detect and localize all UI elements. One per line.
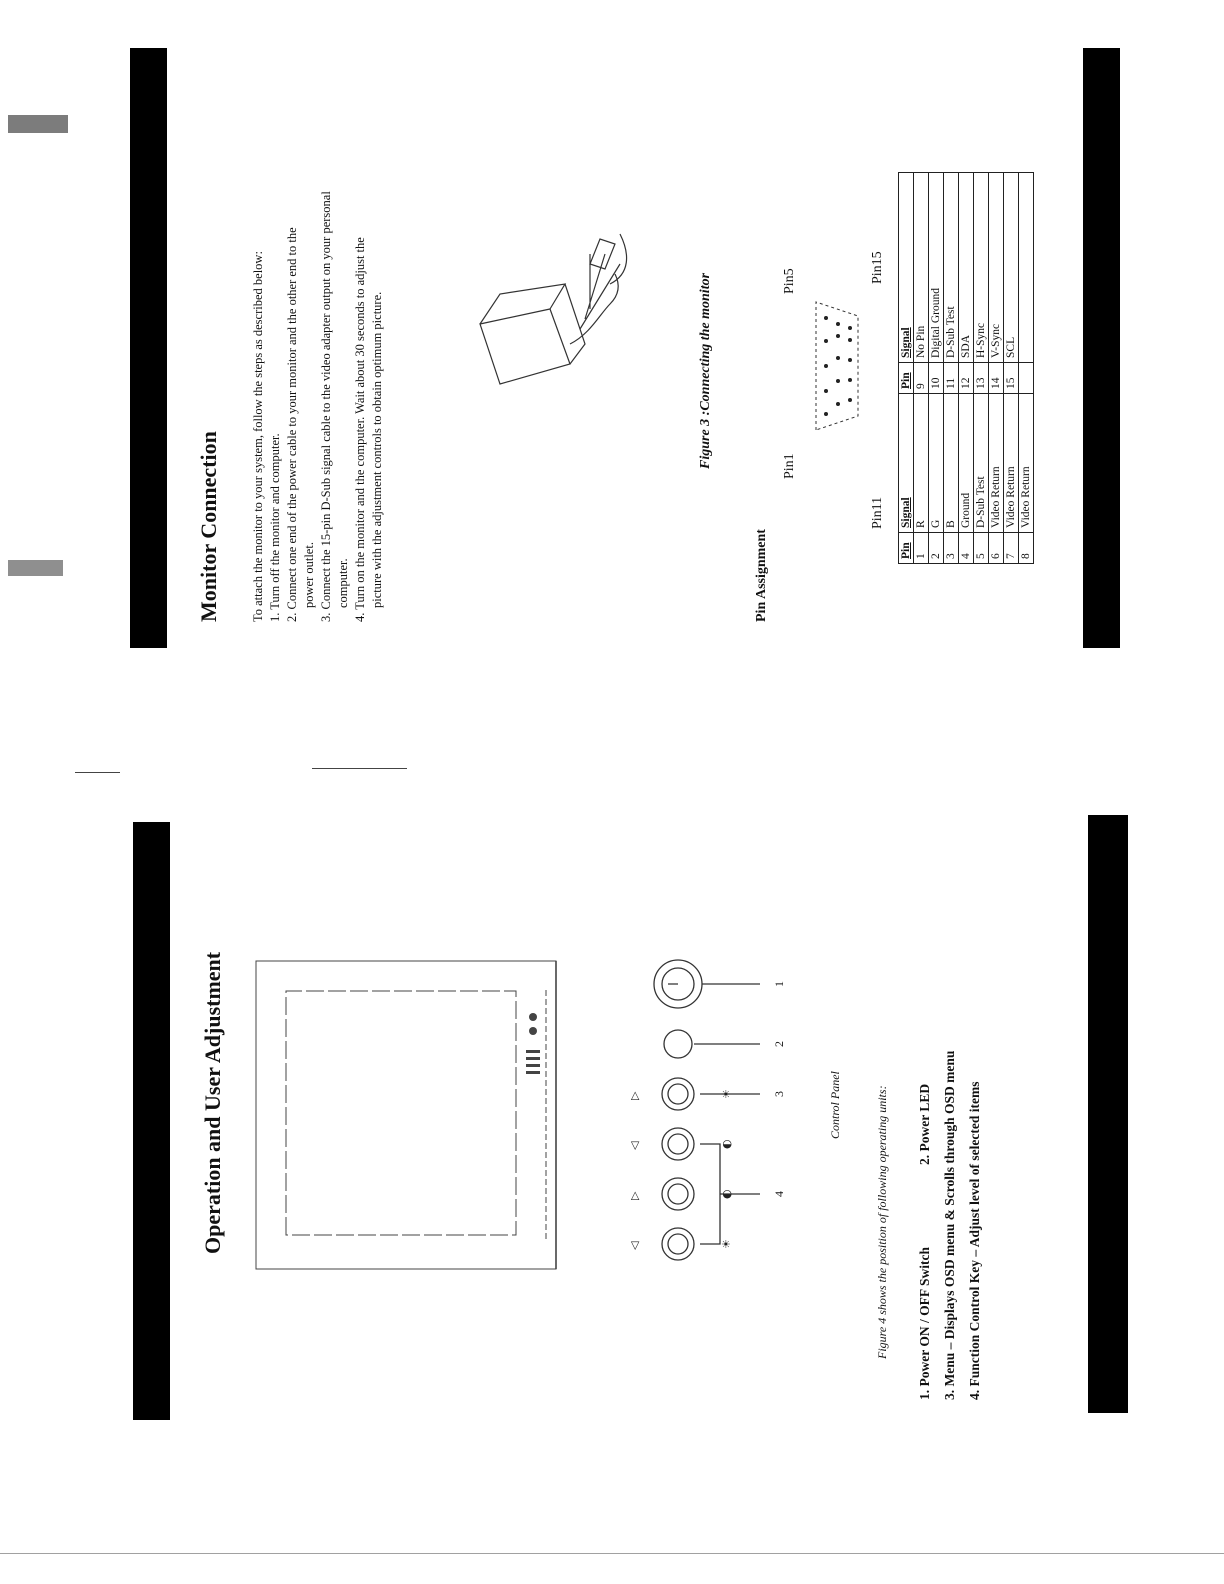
item-power-led: 2. Power LED: [917, 1083, 932, 1165]
table-row: [974, 173, 989, 564]
control-panel-drawing: [620, 924, 780, 1284]
table-cell: [1019, 363, 1034, 394]
intro-text: To attach the monitor to your system, follow the steps as described below:: [251, 251, 265, 622]
table-row: [959, 173, 974, 564]
svg-text:◐: ◐: [720, 1189, 733, 1199]
list-item: 3. Menu – Displays OSD menu & Scrolls through OSD menu: [942, 1050, 957, 1400]
svg-text:◁: ◁: [628, 1241, 641, 1250]
table-cell: 12: [959, 363, 974, 394]
table-row: [914, 173, 929, 564]
table-cell: Video Return: [1004, 394, 1019, 533]
col-signal: Signal: [899, 394, 914, 533]
col-pin: Pin: [899, 533, 914, 564]
table-cell: 11: [944, 363, 959, 394]
table-cell: H-Sync: [974, 173, 989, 363]
table-row: [929, 173, 944, 564]
operating-units-list: [912, 840, 987, 1400]
step-4-cont: picture with the adjustment controls to obtain optimum picture.: [370, 291, 384, 608]
figure-4-caption: Figure 4 shows the position of following operating units:: [875, 1085, 889, 1359]
callout-1: 1: [772, 981, 786, 987]
pin-assignment-title: Pin Assignment: [754, 529, 769, 622]
callout-4: 4: [772, 1191, 786, 1197]
table-cell: Digital Ground: [929, 173, 944, 363]
table-cell: 9: [914, 363, 929, 394]
pin-table: [898, 172, 1034, 564]
step-4: 4. Turn on the monitor and the computer. Wait about 30 seconds to adjust the: [353, 237, 367, 622]
table-cell: 2: [929, 533, 944, 564]
table-cell: 3: [944, 533, 959, 564]
page-title-monitor-connection: Monitor Connection: [196, 431, 221, 622]
table-row: [1004, 173, 1019, 564]
table-cell: G: [929, 394, 944, 533]
pin11-label: Pin11: [870, 496, 885, 529]
table-row: [989, 173, 1004, 564]
connection-instructions: [250, 62, 386, 622]
scan-artifact: [8, 115, 68, 133]
step-3-cont: computer.: [336, 558, 350, 608]
table-cell: SDA: [959, 173, 974, 363]
svg-text:☀: ☀: [720, 1239, 733, 1249]
callout-2: 2: [772, 1041, 786, 1047]
table-cell: Ground: [959, 394, 974, 533]
svg-text:▷: ▷: [628, 1191, 641, 1200]
table-cell: 6: [989, 533, 1004, 564]
col-signal: Signal: [899, 173, 914, 363]
table-cell: B: [944, 394, 959, 533]
callout-3: 3: [772, 1091, 786, 1097]
table-cell: D-Sub Test: [974, 394, 989, 533]
table-cell: Video Return: [1019, 394, 1034, 533]
pin1-label: Pin1: [782, 453, 797, 479]
pin15-label: Pin15: [870, 251, 885, 284]
monitor-front-drawing: [250, 949, 575, 1279]
control-panel-caption: Control Panel: [828, 1071, 842, 1139]
figure-3-caption: Figure 3 :Connecting the monitor: [698, 272, 713, 469]
list-item: 4. Function Control Key – Adjust level of selected items: [967, 1081, 982, 1400]
table-cell: 14: [989, 363, 1004, 394]
page-title-operation: Operation and User Adjustment: [200, 951, 225, 1254]
col-pin: Pin: [899, 363, 914, 394]
table-cell: V-Sync: [989, 173, 1004, 363]
dsub-connector-icon: [812, 296, 862, 436]
table-cell: 10: [929, 363, 944, 394]
table-cell: 7: [1004, 533, 1019, 564]
table-cell: 4: [959, 533, 974, 564]
step-2: 2. Connect one end of the power cable to your monitor and the other end to the: [285, 227, 299, 622]
table-cell: No Pin: [914, 173, 929, 363]
table-cell: [1019, 173, 1034, 363]
table-cell: R: [914, 394, 929, 533]
table-row: [944, 173, 959, 564]
list-item: [912, 840, 937, 1400]
step-1: 1. Turn off the monitor and computer.: [268, 433, 282, 622]
pin5-label: Pin5: [782, 268, 797, 294]
svg-text:▷: ▷: [628, 1091, 641, 1100]
table-cell: 1: [914, 533, 929, 564]
svg-text:☀: ☀: [720, 1089, 733, 1099]
table-cell: D-Sub Test: [944, 173, 959, 363]
step-2-cont: power outlet.: [302, 542, 316, 608]
rotated-content: [0, 184, 1224, 1584]
table-cell: 15: [1004, 363, 1019, 394]
svg-text:◐: ◐: [720, 1139, 733, 1149]
table-cell: SCL: [1004, 173, 1019, 363]
svg-text:◁: ◁: [628, 1141, 641, 1150]
table-header-row: [899, 173, 914, 564]
table-cell: Video Return: [989, 394, 1004, 533]
item-power-switch: 1. Power ON / OFF Switch: [917, 1247, 932, 1400]
step-3: 3. Connect the 15-pin D-Sub signal cable to the video adapter output on your personal: [319, 191, 333, 622]
table-cell: 8: [1019, 533, 1034, 564]
table-row: [1019, 173, 1034, 564]
table-cell: 13: [974, 363, 989, 394]
table-cell: 5: [974, 533, 989, 564]
connection-diagram: [470, 214, 650, 404]
